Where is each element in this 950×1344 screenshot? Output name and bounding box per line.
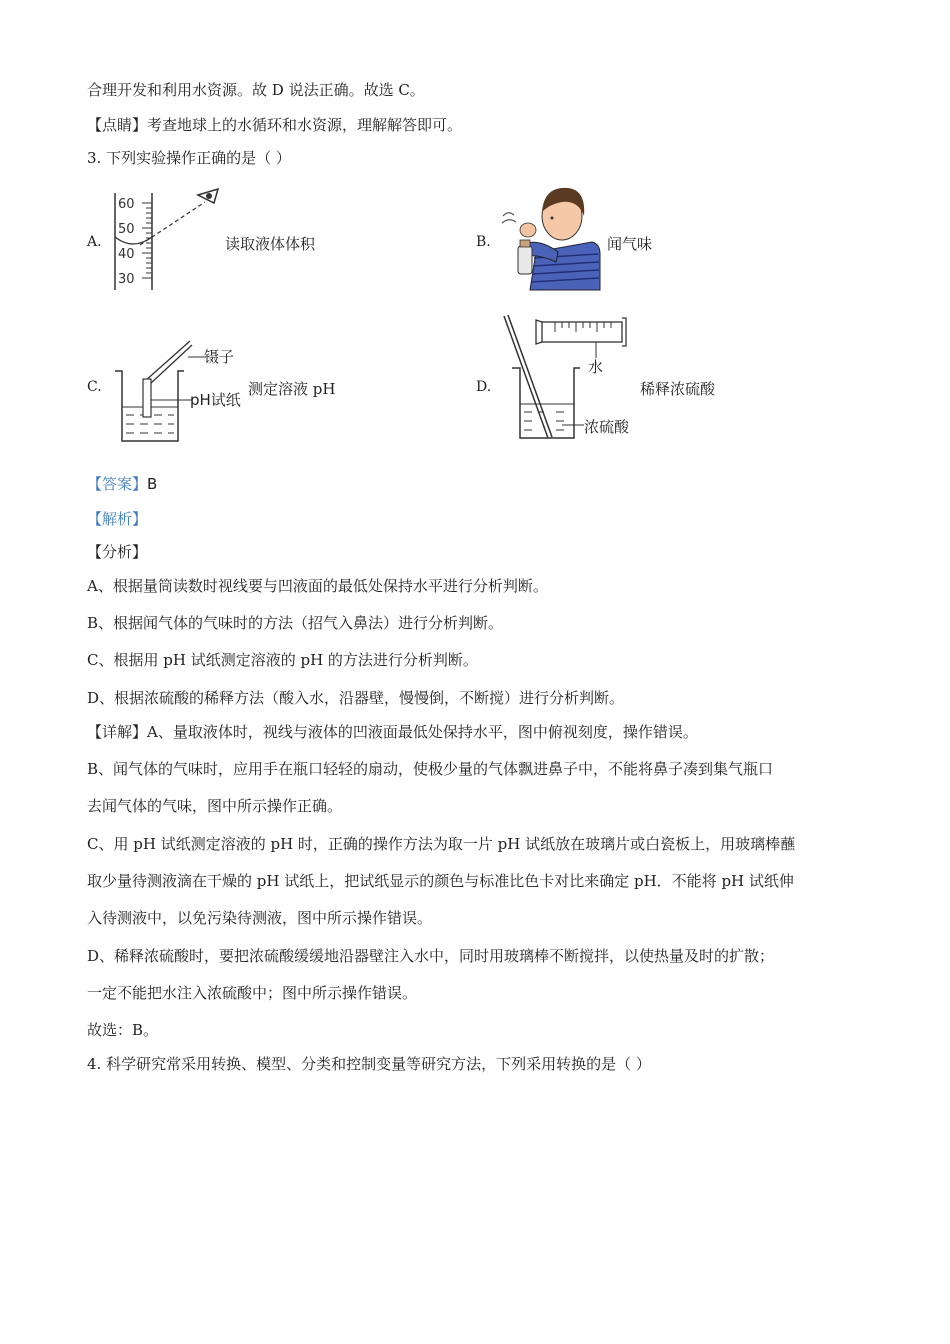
text-line: 故选：B。 bbox=[87, 1021, 159, 1039]
option-d-letter: D. bbox=[476, 379, 492, 395]
eye-icon bbox=[198, 189, 218, 203]
label-tweezers: 镊子 bbox=[204, 348, 235, 366]
cylinder-tick-label: 30 bbox=[118, 272, 135, 287]
text-line: 取少量待测液滴在干燥的 pH 试纸上，把试纸显示的颜色与标准比色卡对比来确定 pH．不能将 pH 试纸伸 bbox=[87, 872, 794, 890]
dilute-acid-figure bbox=[500, 310, 640, 450]
answer-line bbox=[87, 474, 157, 494]
graduated-cylinder-figure bbox=[110, 185, 225, 295]
text-line: C、根据用 pH 试纸测定溶液的 pH 的方法进行分析判断。 bbox=[87, 651, 478, 669]
text-line: D、根据浓硫酸的稀释方法（酸入水，沿器壁，慢慢倒，不断搅）进行分析判断。 bbox=[87, 689, 625, 707]
answer-tag: 【答案】 bbox=[87, 475, 148, 493]
analysis-tag: 【解析】 bbox=[87, 510, 148, 528]
option-c-caption: 测定溶液 pH bbox=[248, 380, 336, 398]
cylinder-tick-label: 50 bbox=[118, 222, 135, 237]
label-conc-acid: 浓硫酸 bbox=[584, 418, 630, 436]
question-4: 4. 科学研究常采用转换、模型、分类和控制变量等研究方法，下列采用转换的是（ ） bbox=[87, 1055, 651, 1073]
text-line: 去闻气体的气味，图中所示操作正确。 bbox=[87, 797, 343, 815]
text-line: D、稀释浓硫酸时，要把浓硫酸缓缓地沿器壁注入水中，同时用玻璃棒不断搅拌，以使热量及时的扩散； bbox=[87, 947, 775, 965]
text-line: 一定不能把水注入浓硫酸中；图中所示操作错误。 bbox=[87, 984, 418, 1002]
text-line: A、根据量筒读数时视线要与凹液面的最低处保持水平进行分析判断。 bbox=[87, 577, 548, 595]
text-line: C、用 pH 试纸测定溶液的 pH 时，正确的操作方法为取一片 pH 试纸放在玻璃片或白瓷板上，用玻璃棒蘸 bbox=[87, 835, 796, 853]
smelling-gas-figure bbox=[500, 182, 602, 294]
answer-value: B bbox=[147, 475, 158, 493]
option-b-letter: B. bbox=[476, 234, 491, 250]
text-line: B、闻气体的气味时，应用手在瓶口轻轻的扇动，使极少量的气体飘进鼻子中，不能将鼻子凑到集气瓶口 bbox=[87, 760, 774, 778]
fenxi-tag: 【分析】 bbox=[87, 543, 148, 561]
option-b-caption: 闻气味 bbox=[607, 235, 653, 253]
option-d-caption: 稀释浓硫酸 bbox=[640, 380, 716, 398]
cylinder-tick-label: 60 bbox=[118, 197, 135, 212]
label-water: 水 bbox=[588, 358, 604, 376]
option-a-caption: 读取液体体积 bbox=[225, 235, 316, 253]
option-c-letter: C. bbox=[87, 379, 102, 395]
option-a-letter: A. bbox=[87, 234, 102, 250]
text-line: 【详解】A、量取液体时，视线与液体的凹液面最低处保持水平，图中俯视刻度，操作错误。 bbox=[87, 723, 698, 741]
question-3: 3. 下列实验操作正确的是（ ） bbox=[87, 149, 291, 167]
label-ph-paper: pH试纸 bbox=[190, 391, 241, 409]
text-line: 【点睛】考查地球上的水循环和水资源，理解解答即可。 bbox=[87, 116, 463, 134]
cylinder-tick-label: 40 bbox=[118, 247, 135, 262]
ph-test-figure bbox=[110, 335, 250, 450]
text-line: 入待测液中，以免污染待测液，图中所示操作错误。 bbox=[87, 909, 433, 927]
text-line: B、根据闻气体的气味时的方法（招气入鼻法）进行分析判断。 bbox=[87, 614, 504, 632]
text-line: 合理开发和利用水资源。故 D 说法正确。故选 C。 bbox=[87, 81, 425, 99]
